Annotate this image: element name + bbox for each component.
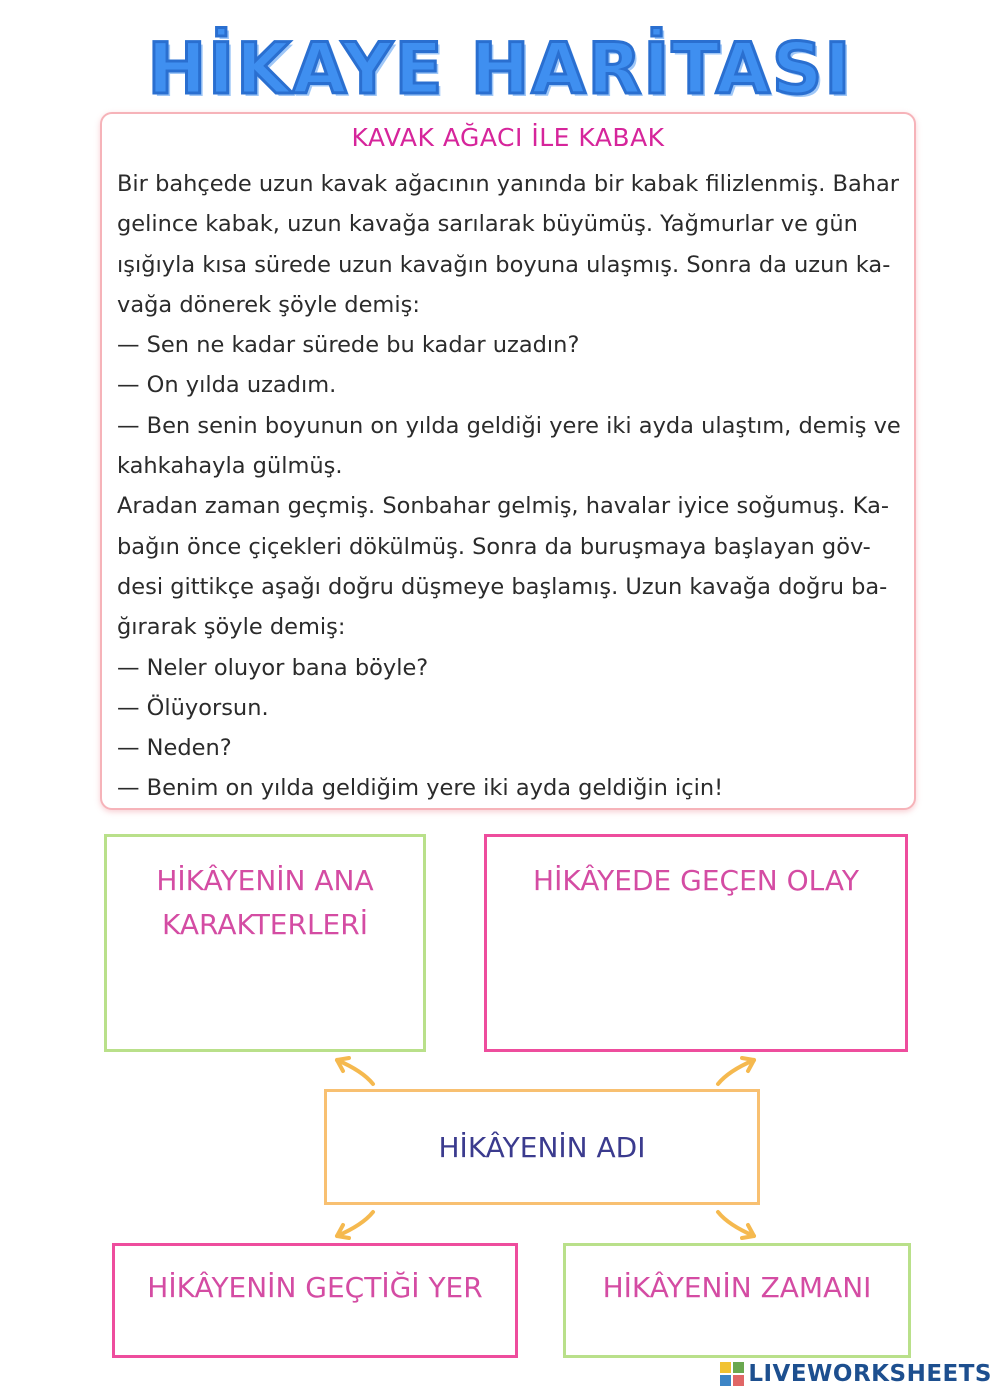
- story-line: — Neden?: [117, 735, 232, 762]
- place-box[interactable]: [112, 1243, 518, 1358]
- story-line: bağın önce çiçekleri dökülmüş. Sonra da buruşmaya başlayan göv-: [117, 533, 871, 560]
- arrow-to-characters-icon: [325, 1050, 385, 1090]
- time-label: HİKÂYENİN ZAMANI: [602, 1271, 872, 1304]
- arrow-to-time-icon: [708, 1204, 768, 1246]
- story-line: kahkahayla gülmüş.: [117, 453, 343, 480]
- place-label: HİKÂYENİN GEÇTİĞİ YER: [147, 1271, 483, 1304]
- liveworksheets-logo-icon: [719, 1361, 745, 1387]
- footer-brand: [719, 1360, 992, 1388]
- characters-label-line2: KARAKTERLERİ: [162, 908, 368, 941]
- story-title: KAVAK AĞACI İLE KABAK: [351, 123, 665, 152]
- story-line: ışığıyla kısa sürede uzun kavağın boyuna ulaşmış. Sonra da uzun ka-: [117, 251, 891, 278]
- page-title: HİKAYE HARİTASI: [147, 28, 853, 110]
- arrow-to-event-icon: [708, 1050, 768, 1090]
- arrow-to-place-icon: [325, 1204, 385, 1246]
- story-line: — Ben senin boyunun on yılda geldiği yere iki ayda ulaştım, demiş ve: [117, 412, 901, 439]
- story-line: vağa dönerek şöyle demiş:: [117, 291, 420, 318]
- story-box: [100, 112, 916, 810]
- story-name-box[interactable]: [324, 1089, 760, 1205]
- story-name-label: HİKÂYENİN ADI: [438, 1131, 646, 1164]
- event-label: HİKÂYEDE GEÇEN OLAY: [533, 864, 859, 897]
- story-line: — Neler oluyor bana böyle?: [117, 654, 429, 681]
- story-line: — Ölüyorsun.: [117, 694, 269, 721]
- characters-label-line1: HİKÂYENİN ANA: [156, 864, 374, 897]
- story-text: [117, 164, 907, 809]
- story-line: — Sen ne kadar sürede bu kadar uzadın?: [117, 332, 580, 359]
- brand-name: LIVEWORKSHEETS: [748, 1361, 992, 1387]
- characters-box[interactable]: [104, 834, 426, 1052]
- story-line: — Benim on yılda geldiğim yere iki ayda geldiğin için!: [117, 775, 724, 802]
- story-line: gelince kabak, uzun kavağa sarılarak büyümüş. Yağmurlar ve gün: [117, 211, 858, 238]
- story-line: desi gittikçe aşağı doğru düşmeye başlamış. Uzun kavağa doğru ba-: [117, 573, 888, 600]
- story-line: — On yılda uzadım.: [117, 372, 337, 399]
- time-box[interactable]: [563, 1243, 911, 1358]
- event-box[interactable]: [484, 834, 908, 1052]
- story-line: Aradan zaman geçmiş. Sonbahar gelmiş, havalar iyice soğumuş. Ka-: [117, 493, 889, 520]
- story-line: ğırarak şöyle demiş:: [117, 614, 346, 641]
- story-line: Bir bahçede uzun kavak ağacının yanında bir kabak filizlenmiş. Bahar: [117, 171, 900, 197]
